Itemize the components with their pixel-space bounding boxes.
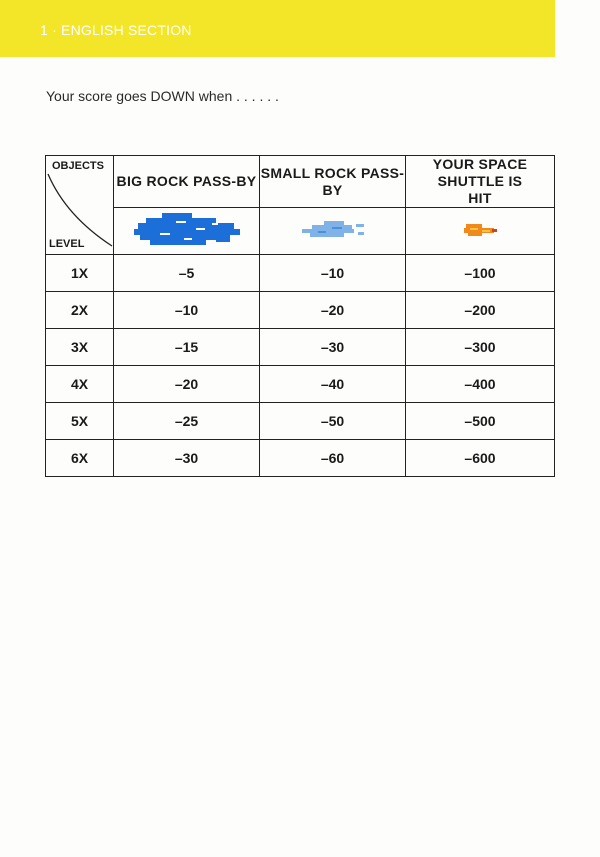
- big-rock-score: –30: [114, 440, 260, 477]
- small-rock-icon-cell: [260, 208, 406, 255]
- shuttle-hit-score: –200: [406, 292, 555, 329]
- small-rock-icon: [298, 218, 368, 242]
- table-corner-cell: [46, 156, 114, 255]
- big-rock-score: –10: [114, 292, 260, 329]
- level-cell: 2X: [46, 292, 114, 329]
- table-row: [46, 403, 555, 440]
- header-small-rock: SMALL ROCK PASS-BY: [260, 156, 406, 208]
- shuttle-hit-score: –500: [406, 403, 555, 440]
- section-label: 1 · ENGLISH SECTION: [40, 22, 192, 38]
- level-cell: 5X: [46, 403, 114, 440]
- big-rock-icon: [132, 211, 242, 249]
- intro-text: Your score goes DOWN when . . . . . .: [46, 88, 279, 104]
- level-cell: 1X: [46, 255, 114, 292]
- table-row: [46, 440, 555, 477]
- shuttle-hit-score: –600: [406, 440, 555, 477]
- table-row: [46, 329, 555, 366]
- shuttle-hit-score: –400: [406, 366, 555, 403]
- small-rock-score: –10: [260, 255, 406, 292]
- small-rock-score: –60: [260, 440, 406, 477]
- shuttle-icon-cell: [406, 208, 555, 255]
- corner-level-label: LEVEL: [49, 238, 85, 250]
- level-cell: 6X: [46, 440, 114, 477]
- small-rock-score: –30: [260, 329, 406, 366]
- big-rock-score: –5: [114, 255, 260, 292]
- table-row: [46, 255, 555, 292]
- big-rock-score: –15: [114, 329, 260, 366]
- big-rock-score: –25: [114, 403, 260, 440]
- shuttle-hit-score: –100: [406, 255, 555, 292]
- level-cell: 4X: [46, 366, 114, 403]
- space-shuttle-icon: [460, 220, 500, 240]
- shuttle-hit-score: –300: [406, 329, 555, 366]
- small-rock-score: –50: [260, 403, 406, 440]
- small-rock-score: –20: [260, 292, 406, 329]
- section-banner: [0, 0, 555, 57]
- table-row: [46, 292, 555, 329]
- small-rock-score: –40: [260, 366, 406, 403]
- table-row: [46, 366, 555, 403]
- corner-objects-label: OBJECTS: [52, 160, 104, 172]
- header-shuttle-hit-label: YOUR SPACE SHUTTLE IS HIT: [432, 156, 528, 206]
- score-table: [45, 155, 555, 477]
- header-shuttle-hit: [406, 156, 555, 208]
- big-rock-icon-cell: [114, 208, 260, 255]
- big-rock-score: –20: [114, 366, 260, 403]
- level-cell: 3X: [46, 329, 114, 366]
- header-big-rock: BIG ROCK PASS-BY: [114, 156, 260, 208]
